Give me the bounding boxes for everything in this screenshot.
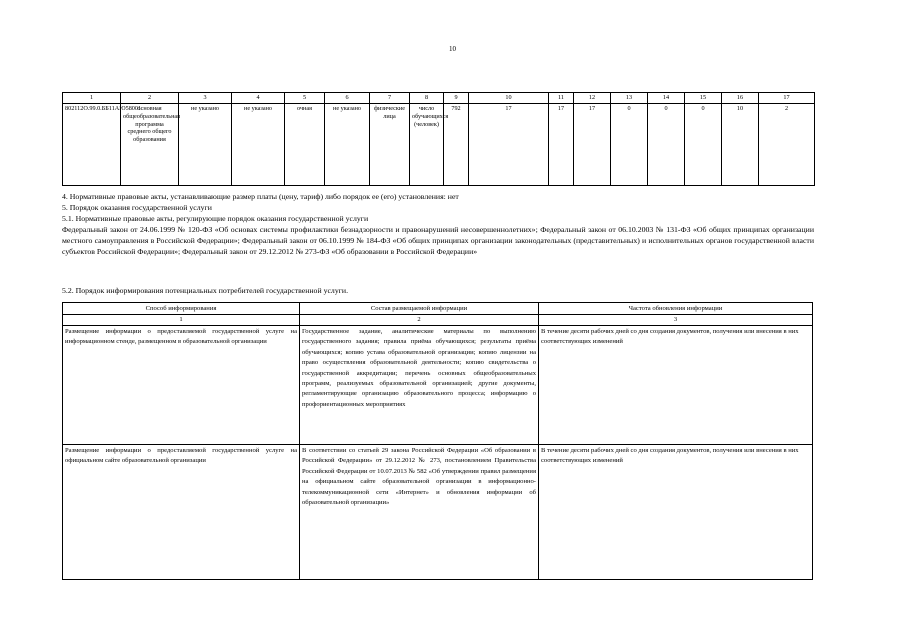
header-cell: 17	[759, 93, 815, 104]
information-number-row	[63, 315, 813, 326]
number-cell: 3	[539, 315, 813, 326]
indicators-header-row	[63, 93, 815, 104]
header-cell: 2	[121, 93, 179, 104]
paragraph-5-1: 5.1. Нормативные правовые акты, регулирующие порядок оказания государственной услуги	[62, 214, 369, 223]
header-cell: 12	[574, 93, 611, 104]
paragraph-5-1-text: Федеральный закон от 24.06.1999 № 120-ФЗ «Об основах системы профилактики безнадзорности и правонарушений несовершеннолетних»; Федеральный закон от 06.10.2003 № 131-ФЗ «Об общих принципах организации местного самоуправления в Российской Федерации»; Федеральный закон от 06.10.1999 № 184-ФЗ «Об общих принципах организации законодательных (представительных) и исполнительных органов государственной власти субъектов Российской Федерации»; Федеральный закон от 29.12.2012 № 273-ФЗ «Об образовании в Российской Федерации»	[62, 225, 814, 256]
data-cell: 802112О.99.0.ББ11АЮ58001	[63, 104, 121, 186]
data-cell: 0	[611, 104, 648, 186]
data-cell: 0	[648, 104, 685, 186]
indicators-table	[62, 92, 815, 186]
information-table	[62, 302, 813, 580]
header-cell: 8	[410, 93, 444, 104]
paragraph-4: 4. Нормативные правовые акты, устанавливающие размер платы (цену, тариф) либо порядок ее (его) установления: нет	[62, 192, 459, 201]
header-frequency: Частота обновления информации	[539, 303, 813, 315]
method-cell: Размещение информации о предоставляемой государственной услуге на информационном стенде, размещенном в образовательной организации	[63, 326, 300, 445]
table-row	[63, 445, 813, 580]
paragraph-5-2: 5.2. Порядок информирования потенциальных потребителей государственной услуги.	[62, 286, 349, 295]
header-cell: 9	[444, 93, 469, 104]
header-cell: 7	[370, 93, 410, 104]
table-row	[63, 326, 813, 445]
data-cell: 2	[759, 104, 815, 186]
data-cell: физические лица	[370, 104, 410, 186]
data-cell: число обучающихся (человек)	[410, 104, 444, 186]
content-cell: Государственное задание, аналитические материалы по выполнению государственного задания; правила приёма обучающихся; результаты приёма обучающихся; копию устава образовательной организации; копию лицензии на право осуществления образовательной деятельности; копию свидетельства о государственной аккредитации; перечень основных общеобразовательных программ, реализуемых образовательной организацией; другие документы, регламентирующие организацию образовательного процесса; информацию о профориентационных мероприятиях	[300, 326, 539, 445]
frequency-cell: В течение десяти рабочих дней со дня создания документов, получения или внесения в них соответствующих изменений	[539, 326, 813, 445]
method-cell: Размещение информации о предоставляемой государственной услуге на официальном сайте образовательной организации	[63, 445, 300, 580]
data-cell: не указано	[325, 104, 370, 186]
header-cell: 6	[325, 93, 370, 104]
data-cell: не указано	[179, 104, 232, 186]
data-cell: 10	[722, 104, 759, 186]
header-cell: 3	[179, 93, 232, 104]
data-cell: основная общеобразовательная программа среднего общего образования	[121, 104, 179, 186]
data-cell: 17	[574, 104, 611, 186]
header-cell: 4	[232, 93, 285, 104]
header-cell: 10	[469, 93, 549, 104]
indicators-data-row	[63, 104, 815, 186]
information-header-row	[63, 303, 813, 315]
data-cell: 0	[685, 104, 722, 186]
data-cell: 17	[469, 104, 549, 186]
data-cell: не указано	[232, 104, 285, 186]
header-cell: 16	[722, 93, 759, 104]
header-cell: 1	[63, 93, 121, 104]
header-method: Способ информирования	[63, 303, 300, 315]
header-cell: 13	[611, 93, 648, 104]
header-cell: 15	[685, 93, 722, 104]
header-cell: 11	[549, 93, 574, 104]
number-cell: 2	[300, 315, 539, 326]
content-cell: В соответствии со статьей 29 закона Российской Федерации «Об образовании в Российской Федерации» от 29.12.2012 № 273, постановлением Правительства Российской Федерации от 10.07.2013 № 582 «Об утверждении правил размещения на официальном сайте образовательной организации в информационно-телекоммуникационной сети «Интернет» и обновления информации об образовательной организации»	[300, 445, 539, 580]
data-cell: очная	[285, 104, 325, 186]
page-number: 10	[449, 45, 456, 53]
data-cell: 17	[549, 104, 574, 186]
header-content: Состав размещаемой информации	[300, 303, 539, 315]
header-cell: 14	[648, 93, 685, 104]
frequency-cell: В течение десяти рабочих дней со дня создания документов, получения или внесения в них соответствующих изменений	[539, 445, 813, 580]
paragraph-5: 5. Порядок оказания государственной услуги	[62, 203, 212, 212]
header-cell: 5	[285, 93, 325, 104]
data-cell: 792	[444, 104, 469, 186]
number-cell: 1	[63, 315, 300, 326]
